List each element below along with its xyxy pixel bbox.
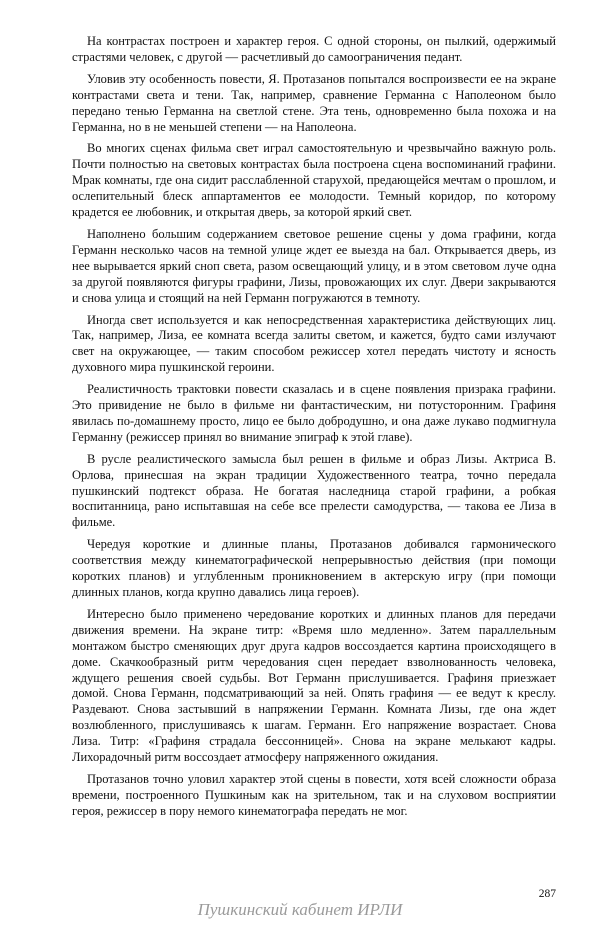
page-number: 287 [538, 888, 556, 900]
paragraph-4: Наполнено большим содержанием световое решение сцены у дома графини, когда Германн несколько часов на темной улице ждет ее выезда на бал. Открывается дверь, из нее вырывается яркий сноп света, разом освещающий улицу, и в этом световом луче одна за другой появляются фигуры графини, Лизы, провожающих их слуг. Двери закрываются и снова улица и стоящий на ней Германн погружаются в темноту. [72, 226, 556, 305]
paragraph-1: На контрастах построен и характер героя. С одной стороны, он пылкий, одержимый страстями человек, с другой — расчетливый до самоограничения педант. [72, 34, 556, 64]
paragraph-5: Иногда свет используется и как непосредственная характеристика действующих лиц. Так, например, Лиза, ее комната всегда залиты светом, и кажется, будто сами излучают свет на окружающее, — таким способом режиссер хотел передать чистоту и ясность духовного мира пушкинской героини. [72, 312, 556, 375]
paragraph-7: В русле реалистического замысла был решен в фильме и образ Лизы. Актриса В. Орлова, принесшая на экран традиции Художественного театра, точно передала пушкинский подтекст образа. Не богатая наследница старой графини, а робкая воспитанница, рано испытавшая на себе все прелести самодурства, — такова ее Лиза в фильме. [72, 451, 556, 530]
paragraph-10: Протазанов точно уловил характер этой сцены в повести, хотя всей сложности образа времени, построенного Пушкиным как на зрительном, так и на слуховом восприятии героя, режиссер в пору немого кинематографа передать не мог. [72, 771, 556, 818]
paragraph-8: Чередуя короткие и длинные планы, Протазанов добивался гармонического соответствия между кинематографической непрерывностью действия (при помощи коротких планов) и углубленным проникновением в актерскую игру (при помощи длинных планов, когда крупно давались лица героев). [72, 537, 556, 599]
paragraph-6: Реалистичность трактовки повести сказалась и в сцене появления призрака графини. Это привидение не было в фильме ни фантастическим, ни потусторонним. Графиня явилась по-домашнему просто, лицо ее было добродушно, и она даже лукаво подмигнула Германну (режиссер принял во внимание эпиграф к этой главе). [72, 382, 556, 444]
page-body [72, 34, 556, 826]
paragraph-9: Интересно было применено чередование коротких и длинных планов для передачи движения времени. На экране титр: «Время шло медленно». Затем параллельным монтажом быстро сменяющих друг друга кадров воссоздается картина происходящего в доме. Скачкообразный ритм чередования сцен передает взволнованность человека, ждущего решения своей судьбы. Вот Германн прислушивается. Графиня приезжает домой. Снова Германн, подсматривающий за ней. Опять графиня — ее ведут к креслу. Раздевают. Снова застывший в напряжении Германн. Комната Лизы, где она ждет возлюбленного, прислушиваясь к шагам. Германн. Его напряжение возрастает. Снова Лиза. Титр: «Графиня страдала бессонницей». Снова на экране мелькают кадры. Лихорадочный ритм воссоздает атмосферу напряженного ожидания. [72, 606, 556, 765]
paragraph-3: Во многих сценах фильма свет играл самостоятельную и чрезвычайно важную роль. Почти полностью на световых контрастах была построена сцена воспоминаний графини. Мрак комнаты, где она сидит расслабленной старухой, предающейся мечтам о прошлом, и ослепительный блеск аппартаментов ее молодости. Темный коридор, по которому крадется ее любовник, и открытая дверь, за которой яркий свет. [72, 141, 556, 220]
library-watermark: Пушкинский кабинет ИРЛИ [197, 900, 403, 919]
paragraph-2: Уловив эту особенность повести, Я. Протазанов попытался воспроизвести ее на экране контрастами света и тени. Так, например, сравнение Германна с Наполеоном было передано тенью Германна на светлой стене. Эта тень, одновременно была похожа и на Германна, но в не меньшей степени — на Наполеона. [72, 71, 556, 134]
